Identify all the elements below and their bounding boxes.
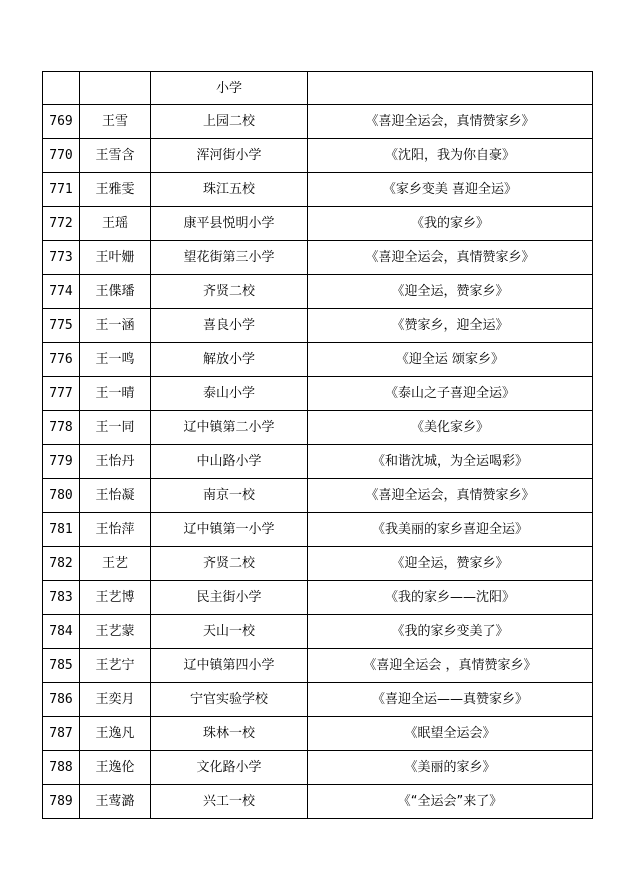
cell-title: 《喜迎全运会，真情赞家乡》 <box>308 241 593 275</box>
table-row <box>43 207 593 241</box>
cell-school: 小学 <box>151 72 308 105</box>
cell-number: 773 <box>43 241 80 275</box>
cell-name: 王一鸣 <box>80 343 151 377</box>
cell-name: 王雅雯 <box>80 173 151 207</box>
cell-number: 788 <box>43 751 80 785</box>
cell-number: 785 <box>43 649 80 683</box>
cell-number: 784 <box>43 615 80 649</box>
cell-school: 浑河街小学 <box>151 139 308 173</box>
cell-number: 780 <box>43 479 80 513</box>
cell-number: 789 <box>43 785 80 819</box>
cell-name: 王艺宁 <box>80 649 151 683</box>
cell-name: 王逸凡 <box>80 717 151 751</box>
cell-number: 771 <box>43 173 80 207</box>
cell-number: 770 <box>43 139 80 173</box>
cell-school: 康平县悦明小学 <box>151 207 308 241</box>
cell-title: 《喜迎全运会，真情赞家乡》 <box>308 479 593 513</box>
cell-school: 望花街第三小学 <box>151 241 308 275</box>
cell-number <box>43 72 80 105</box>
table-row <box>43 751 593 785</box>
cell-title: 《和谐沈城，为全运喝彩》 <box>308 445 593 479</box>
cell-title: 《赞家乡，迎全运》 <box>308 309 593 343</box>
cell-name: 王雪含 <box>80 139 151 173</box>
table-row <box>43 309 593 343</box>
cell-name: 王怡丹 <box>80 445 151 479</box>
table-row <box>43 717 593 751</box>
cell-number: 769 <box>43 105 80 139</box>
participant-table <box>42 71 593 819</box>
cell-number: 772 <box>43 207 80 241</box>
cell-number: 787 <box>43 717 80 751</box>
table-row <box>43 173 593 207</box>
cell-name: 王瑶 <box>80 207 151 241</box>
cell-title: 《沈阳，我为你自豪》 <box>308 139 593 173</box>
cell-number: 782 <box>43 547 80 581</box>
cell-school: 天山一校 <box>151 615 308 649</box>
cell-number: 776 <box>43 343 80 377</box>
table-row <box>43 581 593 615</box>
cell-school: 泰山小学 <box>151 377 308 411</box>
cell-title: 《喜迎全运——真赞家乡》 <box>308 683 593 717</box>
cell-name: 王艺 <box>80 547 151 581</box>
cell-school: 齐贤二校 <box>151 547 308 581</box>
cell-number: 774 <box>43 275 80 309</box>
cell-name: 王艺博 <box>80 581 151 615</box>
cell-title: 《美丽的家乡》 <box>308 751 593 785</box>
table-row <box>43 343 593 377</box>
cell-title: 《我美丽的家乡喜迎全运》 <box>308 513 593 547</box>
cell-name: 王怡萍 <box>80 513 151 547</box>
table-row <box>43 649 593 683</box>
cell-name <box>80 72 151 105</box>
cell-title: 《喜迎全运会 ，真情赞家乡》 <box>308 649 593 683</box>
cell-school: 宁官实验学校 <box>151 683 308 717</box>
cell-number: 781 <box>43 513 80 547</box>
cell-title: 《迎全运，赞家乡》 <box>308 275 593 309</box>
cell-title: 《美化家乡》 <box>308 411 593 445</box>
cell-number: 778 <box>43 411 80 445</box>
table-row <box>43 275 593 309</box>
cell-school: 喜良小学 <box>151 309 308 343</box>
cell-school: 辽中镇第四小学 <box>151 649 308 683</box>
cell-school: 解放小学 <box>151 343 308 377</box>
cell-title: 《迎全运，赞家乡》 <box>308 547 593 581</box>
cell-name: 王雪 <box>80 105 151 139</box>
cell-school: 兴工一校 <box>151 785 308 819</box>
table-row <box>43 683 593 717</box>
cell-number: 775 <box>43 309 80 343</box>
cell-title: 《我的家乡——沈阳》 <box>308 581 593 615</box>
cell-school: 中山路小学 <box>151 445 308 479</box>
cell-school: 南京一校 <box>151 479 308 513</box>
table-row <box>43 377 593 411</box>
table-row <box>43 479 593 513</box>
cell-school: 上园二校 <box>151 105 308 139</box>
table-row <box>43 105 593 139</box>
cell-school: 珠江五校 <box>151 173 308 207</box>
cell-title: 《家乡变美 喜迎全运》 <box>308 173 593 207</box>
cell-school: 辽中镇第二小学 <box>151 411 308 445</box>
cell-name: 王奕月 <box>80 683 151 717</box>
cell-number: 777 <box>43 377 80 411</box>
cell-title: 《泰山之子喜迎全运》 <box>308 377 593 411</box>
cell-name: 王偞璠 <box>80 275 151 309</box>
cell-name: 王怡凝 <box>80 479 151 513</box>
table-row <box>43 547 593 581</box>
table-row <box>43 615 593 649</box>
table-row <box>43 513 593 547</box>
cell-number: 786 <box>43 683 80 717</box>
cell-name: 王逸伦 <box>80 751 151 785</box>
cell-school: 齐贤二校 <box>151 275 308 309</box>
cell-title <box>308 72 593 105</box>
cell-number: 783 <box>43 581 80 615</box>
cell-name: 王一涵 <box>80 309 151 343</box>
table-body <box>43 72 593 819</box>
cell-name: 王莺潞 <box>80 785 151 819</box>
cell-school: 民主街小学 <box>151 581 308 615</box>
cell-school: 辽中镇第一小学 <box>151 513 308 547</box>
table-row <box>43 411 593 445</box>
table-row <box>43 445 593 479</box>
cell-title: 《“全运会”来了》 <box>308 785 593 819</box>
cell-school: 文化路小学 <box>151 751 308 785</box>
cell-title: 《我的家乡变美了》 <box>308 615 593 649</box>
cell-name: 王一同 <box>80 411 151 445</box>
cell-title: 《眠望全运会》 <box>308 717 593 751</box>
cell-school: 珠林一校 <box>151 717 308 751</box>
cell-title: 《我的家乡》 <box>308 207 593 241</box>
table-row-continued <box>43 72 593 105</box>
table-row <box>43 241 593 275</box>
table-row <box>43 139 593 173</box>
cell-title: 《迎全运 颂家乡》 <box>308 343 593 377</box>
cell-name: 王一晴 <box>80 377 151 411</box>
cell-title: 《喜迎全运会，真情赞家乡》 <box>308 105 593 139</box>
table-row <box>43 785 593 819</box>
cell-name: 王艺蒙 <box>80 615 151 649</box>
cell-name: 王叶姗 <box>80 241 151 275</box>
cell-number: 779 <box>43 445 80 479</box>
